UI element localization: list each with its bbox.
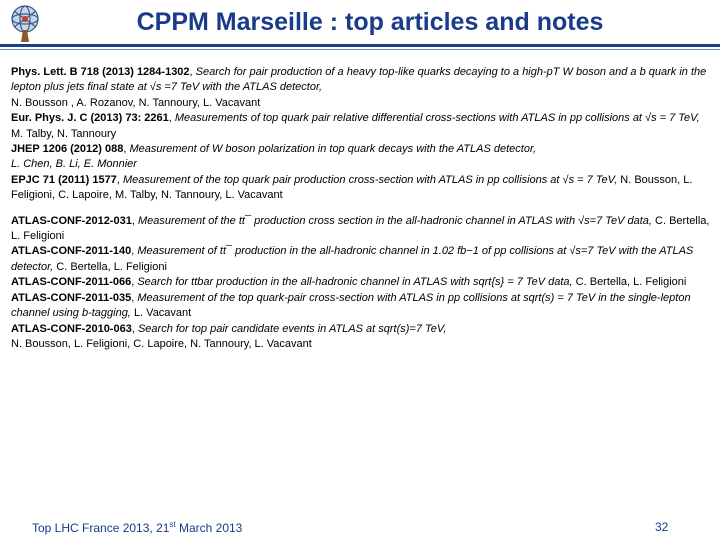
note-ref: ATLAS-CONF-2012-031 xyxy=(11,214,132,227)
page-title: CPPM Marseille : top articles and notes xyxy=(136,8,604,36)
note-ref: ATLAS-CONF-2010-063 xyxy=(11,322,132,335)
footer-event-text: Top LHC France 2013, 21 xyxy=(32,521,170,535)
header-rule xyxy=(0,44,720,47)
article-item: Eur. Phys. J. C (2013) 73: 2261, Measurements of top quark pair relative differential cross-sections with ATLAS in pp collisions at √s = 7 TeV, M. Talby, N. Tannoury xyxy=(11,112,700,140)
article-authors: N. Bousson , A. Rozanov, N. Tannoury, L. Vacavant xyxy=(11,96,261,109)
note-authors: C. Bertella, L. Feligioni xyxy=(575,276,687,289)
content xyxy=(11,65,713,352)
note-authors: C. Bertella, L. Feligioni xyxy=(11,214,710,243)
section-gap xyxy=(11,204,713,214)
article-ref: Phys. Lett. B 718 (2013) 1284-1302 xyxy=(11,66,190,78)
footer-event xyxy=(32,520,242,535)
page-number: 32 xyxy=(655,520,669,534)
article-ref: Eur. Phys. J. C (2013) 73: 2261 xyxy=(11,112,169,125)
note-authors: L. Vacavant xyxy=(133,307,192,320)
note-title: Search for ttbar production in the all-hadronic channel in ATLAS with sqrt{s} = 7 TeV data, xyxy=(137,276,573,289)
cppm-logo xyxy=(4,2,46,46)
article-authors: M. Talby, N. Tannoury xyxy=(11,127,117,140)
article-authors: L. Chen, B. Li, E. Monnier xyxy=(11,158,137,171)
note-item: ATLAS-CONF-2011-066, Search for ttbar production in the all-hadronic channel in ATLAS with sqrt{s} = 7 TeV data, C. Bertella, L. Feligioni xyxy=(11,276,687,289)
article-title: Measurements of top quark pair relative differential cross-sections with ATLAS in pp collisions at √s = 7 TeV, xyxy=(174,112,700,125)
footer-event-sup: st xyxy=(169,520,176,529)
note-ref: ATLAS-CONF-2011-035 xyxy=(11,291,132,304)
note-authors: N. Bousson, L. Feligioni, C. Lapoire, N. Tannoury, L. Vacavant xyxy=(11,337,312,350)
note-title: Measurement of tt¯ production in the all-hadronic channel in 1.02 fb−1 of pp collisions at √s=7 TeV with the ATLAS detector, xyxy=(11,245,694,273)
article-title: Search for pair production of a heavy top-like quarks decaying to a high-pT W boson and a b quark in the lepton plus jets final state at √s =7 TeV with the ATLAS detector, xyxy=(11,66,707,94)
article-title: Measurement of the top quark pair production cross-section with ATLAS in pp collisions at √s = 7 TeV, xyxy=(122,173,618,186)
article-ref: JHEP 1206 (2012) 088 xyxy=(11,143,124,156)
note-item: ATLAS-CONF-2010-063, Search for top pair candidate events in ATLAS at sqrt(s)=7 TeV, N. Bousson, L. Feligioni, C. Lapoire, N. Tannoury, L. Vacavant xyxy=(11,322,447,350)
note-list xyxy=(11,214,713,353)
note-item: ATLAS-CONF-2011-140, Measurement of tt¯ production in the all-hadronic channel in 1.02 fb−1 of pp collisions at √s=7 TeV with the ATLAS detector, C. Bertella, L. Feligioni xyxy=(11,245,694,273)
article-authors: N. Bousson, L. Feligioni, C. Lapoire, M. Talby, N. Tannoury, L. Vacavant xyxy=(11,173,693,202)
note-title: Measurement of the top quark-pair cross-section with ATLAS in pp collisions at sqrt(s) = 7 TeV in the single-lepton channel using b-tagging, xyxy=(11,291,691,320)
note-title: Measurement of the tt¯ production cross section in the all-hadronic channel in ATLAS with √s=7 TeV data, xyxy=(137,214,652,227)
note-ref: ATLAS-CONF-2011-066 xyxy=(11,276,132,289)
article-title: Measurement of W boson polarization in top quark decays with the ATLAS detector, xyxy=(129,143,537,156)
note-title: Search for top pair candidate events in ATLAS at sqrt(s)=7 TeV, xyxy=(137,322,447,335)
note-ref: ATLAS-CONF-2011-140 xyxy=(11,245,132,258)
note-item: ATLAS-CONF-2012-031, Measurement of the tt¯ production cross section in the all-hadronic channel in ATLAS with √s=7 TeV data, C. Bertella, L. Feligioni xyxy=(11,214,710,243)
article-item: Phys. Lett. B 718 (2013) 1284-1302, Search for pair production of a heavy top-like quarks decaying to a high-pT W boson and a b quark in the lepton plus jets final state at √s =7 TeV with the ATLAS detector, N. Bousson , A. Rozanov, N. Tannoury, L. Vacavant xyxy=(11,66,707,109)
article-list xyxy=(11,65,713,204)
article-item: JHEP 1206 (2012) 088, Measurement of W boson polarization in top quark decays with the ATLAS detector, L. Chen, B. Li, E. Monnier xyxy=(11,143,537,171)
note-authors: C. Bertella, L. Feligioni xyxy=(56,260,167,273)
note-item: ATLAS-CONF-2011-035, Measurement of the top quark-pair cross-section with ATLAS in pp collisions at sqrt(s) = 7 TeV in the single-lepton channel using b-tagging, L. Vacavant xyxy=(11,291,691,320)
article-item: EPJC 71 (2011) 1577, Measurement of the top quark pair production cross-section with ATLAS in pp collisions at √s = 7 TeV, N. Bousson, L. Feligioni, C. Lapoire, M. Talby, N. Tannoury, L. Vacavant xyxy=(11,173,693,202)
article-ref: EPJC 71 (2011) 1577 xyxy=(11,173,117,186)
footer-event-tail: March 2013 xyxy=(175,521,243,535)
header-rule-thin xyxy=(0,49,720,50)
